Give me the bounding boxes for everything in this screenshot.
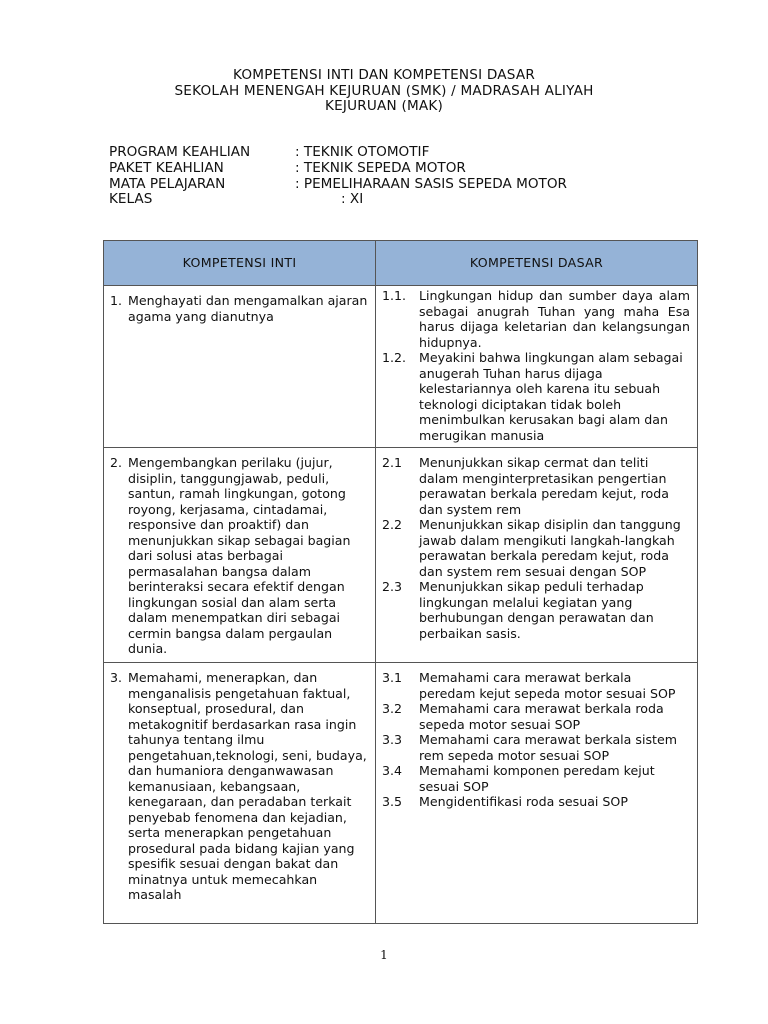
ki-number: 2. xyxy=(110,455,123,470)
program-label: PROGRAM KEAHLIAN xyxy=(109,144,251,160)
title-line-1: KOMPETENSI INTI DAN KOMPETENSI DASAR xyxy=(233,67,535,83)
kd-number: 3.2 xyxy=(382,701,403,716)
kd-item xyxy=(382,794,690,810)
kd-number: 2.2 xyxy=(382,517,403,532)
kd-item xyxy=(382,732,690,763)
kd-number: 2.1 xyxy=(382,455,403,470)
kd-item xyxy=(382,350,690,443)
kd-number: 2.3 xyxy=(382,579,403,594)
table-row xyxy=(104,663,698,924)
kd-text: Mengidentifikasi roda sesuai SOP xyxy=(419,794,628,809)
ki-cell xyxy=(104,448,376,663)
title-line-3: KEJURUAN (MAK) xyxy=(325,98,443,114)
kd-item xyxy=(382,670,690,701)
kd-item xyxy=(382,763,690,794)
kd-item xyxy=(382,701,690,732)
kd-item xyxy=(382,579,690,641)
table-header-row xyxy=(104,241,698,286)
kd-cell xyxy=(376,663,698,924)
kd-number: 3.4 xyxy=(382,763,403,778)
kd-text: Memahami cara merawat berkala sistem rem sepeda motor sesuai SOP xyxy=(419,732,677,763)
page-number: 1 xyxy=(380,948,388,962)
kelas-label: KELAS xyxy=(109,191,153,208)
kd-cell xyxy=(376,286,698,448)
kd-number: 1.2. xyxy=(382,350,407,365)
ki-text: Menghayati dan mengamalkan ajaran agama yang dianutnya xyxy=(128,293,368,324)
title-line-2: SEKOLAH MENENGAH KEJURUAN (SMK) / MADRASAH ALIYAH xyxy=(174,82,594,99)
ki-text: Mengembangkan perilaku (jujur, disiplin, tanggungjawab, peduli, santun, ramah lingkungan, gotong royong, kerjasama, cintadamai, responsive dan proaktif) dan menunjukkan sikap sebagai bagian dari solusi atas berbagai permasalahan bangsa dalam berinteraksi secara efektif dengan lingkungan sosial dan alam serta dalam menempatkan diri sebagai cermin bangsa dalam pergaulan dunia. xyxy=(128,455,351,656)
kd-item xyxy=(382,455,690,517)
kelas-value: : XI xyxy=(341,191,364,208)
kd-item xyxy=(382,288,690,350)
competency-table xyxy=(103,240,698,924)
header-kompetensi-inti: KOMPETENSI INTI xyxy=(104,241,376,286)
kd-item xyxy=(382,517,690,579)
kd-text: Meyakini bahwa lingkungan alam sebagai anugerah Tuhan harus dijaga kelestariannya oleh karena itu sebuah teknologi diciptakan tidak boleh menimbulkan kerusakan bagi alam dan merugikan manusia xyxy=(419,350,683,443)
kd-text: Memahami cara merawat berkala roda sepeda motor sesuai SOP xyxy=(419,701,664,732)
kd-number: 1.1. xyxy=(382,288,407,303)
ki-cell xyxy=(104,286,376,448)
kd-text: Menunjukkan sikap cermat dan teliti dalam menginterpretasikan pengertian perawatan berkala peredam kejut, roda dan system rem xyxy=(419,455,669,517)
ki-number: 1. xyxy=(110,293,123,308)
ki-number: 3. xyxy=(110,670,123,685)
kd-text: Memahami komponen peredam kejut sesuai SOP xyxy=(419,763,655,794)
kd-text: Lingkungan hidup dan sumber daya alam sebagai anugrah Tuhan yang maha Esa harus dijaga keletarian dan kelangsungan hidupnya. xyxy=(419,288,690,350)
kd-number: 3.1 xyxy=(382,670,403,685)
ki-cell xyxy=(104,663,376,924)
table-row xyxy=(104,286,698,448)
ki-text: Memahami, menerapkan, dan menganalisis pengetahuan faktual, konseptual, prosedural, dan metakognitif berdasarkan rasa ingin tahunya tentang ilmu pengetahuan,teknologi, seni, budaya, dan humaniora denganwawasan kemanusiaan, kebangsaan, kenegaraan, dan peradaban terkait penyebab fenomena dan kejadian, serta menerapkan pengetahuan prosedural pada bidang kajian yang spesifik sesuai dengan bakat dan minatnya untuk memecahkan masalah xyxy=(128,670,367,902)
table-row xyxy=(104,448,698,663)
kd-text: Menunjukkan sikap peduli terhadap lingkungan melalui kegiatan yang berhubungan dengan perawatan dan perbaikan sasis. xyxy=(419,579,654,641)
header-kompetensi-dasar: KOMPETENSI DASAR xyxy=(376,241,698,286)
kd-text: Menunjukkan sikap disiplin dan tanggung jawab dalam mengikuti langkah-langkah perawatan berkala peredam kejut, roda dan system rem sesuai dengan SOP xyxy=(419,517,681,579)
paket-value: : TEKNIK SEPEDA MOTOR xyxy=(295,159,466,176)
mapel-value: : PEMELIHARAAN SASIS SEPEDA MOTOR xyxy=(295,175,567,192)
kd-number: 3.5 xyxy=(382,794,403,809)
mapel-label: MATA PELAJARAN xyxy=(109,175,226,192)
program-value: : TEKNIK OTOMOTIF xyxy=(295,144,430,160)
kd-text: Memahami cara merawat berkala peredam kejut sepeda motor sesuai SOP xyxy=(419,670,676,701)
kd-number: 3.3 xyxy=(382,732,403,747)
paket-label: PAKET KEAHLIAN xyxy=(109,159,224,176)
kd-cell xyxy=(376,448,698,663)
document-title xyxy=(0,68,768,115)
